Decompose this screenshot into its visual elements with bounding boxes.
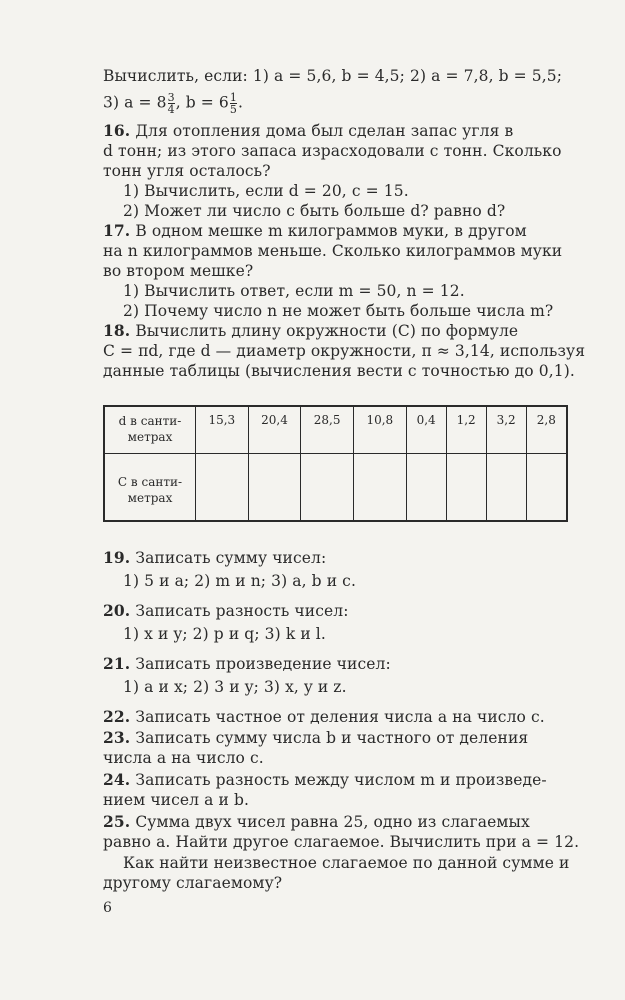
- text: Вычислить длину окружности (C) по формуле: [135, 322, 519, 340]
- problem-number: 16.: [103, 121, 131, 140]
- table-row: [104, 406, 567, 454]
- problem-25-line-3: Как найти неизвестное слагаемое по данной сумме и: [123, 854, 570, 872]
- problem-17-line-1: [103, 221, 573, 241]
- text: Записать разность между числом m и произведе-: [135, 771, 547, 789]
- text: Сумма двух чисел равна 25, одно из слагаемых: [135, 813, 530, 831]
- problem-number: 23.: [103, 728, 131, 747]
- problem-number: 25.: [103, 812, 131, 831]
- fraction-three-quarters: [168, 92, 175, 115]
- problem-16-line-4: 1) Вычислить, если d = 20, c = 15.: [123, 182, 409, 200]
- table-cell-empty: [248, 454, 301, 522]
- problem-number: 24.: [103, 770, 131, 789]
- problem-17-line-2: на n килограммов меньше. Сколько килограммов муки: [103, 242, 563, 260]
- problem-number: 17.: [103, 221, 131, 240]
- table-cell-empty: [406, 454, 446, 522]
- header-text: d в санти-: [118, 414, 182, 428]
- text: В одном мешке m килограммов муки, в другом: [135, 222, 527, 240]
- problem-23-line-2: числа a на число c.: [103, 749, 264, 767]
- problem-21-line-2: 1) a и x; 2) 3 и y; 3) x, y и z.: [123, 678, 347, 696]
- problem-15-line-2: [103, 92, 573, 115]
- text: Записать сумму чисел:: [135, 549, 327, 567]
- diameter-circumference-table: [103, 405, 568, 522]
- table-cell: 3,2: [486, 406, 526, 454]
- problem-25-line-4: другому слагаемому?: [103, 874, 283, 892]
- text: Записать сумму числа b и частного от деления: [135, 729, 529, 747]
- header-text: C в санти-: [117, 475, 183, 489]
- table-cell: 28,5: [301, 406, 354, 454]
- problem-16-line-3: тонн угля осталось?: [103, 162, 271, 180]
- fraction-one-fifth: [230, 92, 237, 115]
- table-cell-empty: [301, 454, 354, 522]
- row-header-d: [104, 406, 196, 454]
- table-cell: 0,4: [406, 406, 446, 454]
- table-cell: 15,3: [196, 406, 249, 454]
- problem-16-line-1: [103, 121, 573, 141]
- problem-18-line-1: [103, 321, 573, 341]
- fraction-numerator: 1: [229, 91, 237, 104]
- table-cell: 2,8: [526, 406, 567, 454]
- table-cell-empty: [486, 454, 526, 522]
- problem-number: 18.: [103, 321, 131, 340]
- table-cell-empty: [196, 454, 249, 522]
- problem-17-line-4: 1) Вычислить ответ, если m = 50, n = 12.: [123, 282, 465, 300]
- table-row: [104, 454, 567, 522]
- fraction-denominator: 4: [167, 103, 175, 116]
- problem-25-line-2: равно a. Найти другое слагаемое. Вычислить при a = 12.: [103, 833, 580, 851]
- problem-20-line-2: 1) x и y; 2) p и q; 3) k и l.: [123, 625, 326, 643]
- problem-number: 21.: [103, 654, 131, 673]
- table-cell: 10,8: [353, 406, 406, 454]
- fraction-numerator: 3: [167, 91, 175, 104]
- problem-number: 20.: [103, 601, 131, 620]
- text: Для отопления дома был сделан запас угля в: [135, 122, 514, 140]
- problem-16-line-5: 2) Может ли число c быть больше d? равно d?: [123, 202, 506, 220]
- problem-25-line-1: [103, 812, 573, 832]
- text: .: [238, 93, 244, 112]
- problem-number: 19.: [103, 548, 131, 567]
- table-cell-empty: [526, 454, 567, 522]
- problem-23-line-1: [103, 728, 573, 748]
- row-header-c: [104, 454, 196, 522]
- problem-16-line-2: d тонн; из этого запаса израсходовали c тонн. Сколько: [103, 142, 562, 160]
- problem-20-line-1: [103, 601, 573, 621]
- problem-21-line-1: [103, 654, 573, 674]
- table-cell-empty: [353, 454, 406, 522]
- problem-24-line-2: нием чисел a и b.: [103, 791, 249, 809]
- problem-15-line-1: Вычислить, если: 1) a = 5,6, b = 4,5; 2) a = 7,8, b = 5,5;: [103, 67, 563, 85]
- problem-19-line-1: [103, 548, 573, 568]
- problem-19-line-2: 1) 5 и a; 2) m и n; 3) a, b и c.: [123, 572, 356, 590]
- text: 3) a = 8: [103, 93, 167, 112]
- text: Записать произведение чисел:: [135, 655, 391, 673]
- header-text: метрах: [127, 491, 173, 505]
- header-text: метрах: [127, 430, 173, 444]
- text: Записать разность чисел:: [135, 602, 349, 620]
- table-cell: 1,2: [446, 406, 486, 454]
- problem-17-line-5: 2) Почему число n не может быть больше числа m?: [123, 302, 554, 320]
- table-cell-empty: [446, 454, 486, 522]
- table-cell: 20,4: [248, 406, 301, 454]
- problem-22-line-1: [103, 707, 573, 727]
- text: , b = 6: [175, 93, 229, 112]
- problem-18-line-2: C = πd, где d — диаметр окружности, π ≈ 3,14, используя: [103, 342, 586, 360]
- problem-18-line-3: данные таблицы (вычисления вести с точностью до 0,1).: [103, 362, 575, 380]
- problem-24-line-1: [103, 770, 573, 790]
- fraction-denominator: 5: [229, 103, 237, 116]
- page-number: 6: [103, 900, 112, 916]
- problem-number: 22.: [103, 707, 131, 726]
- problem-17-line-3: во втором мешке?: [103, 262, 254, 280]
- text: Записать частное от деления числа a на число c.: [135, 708, 545, 726]
